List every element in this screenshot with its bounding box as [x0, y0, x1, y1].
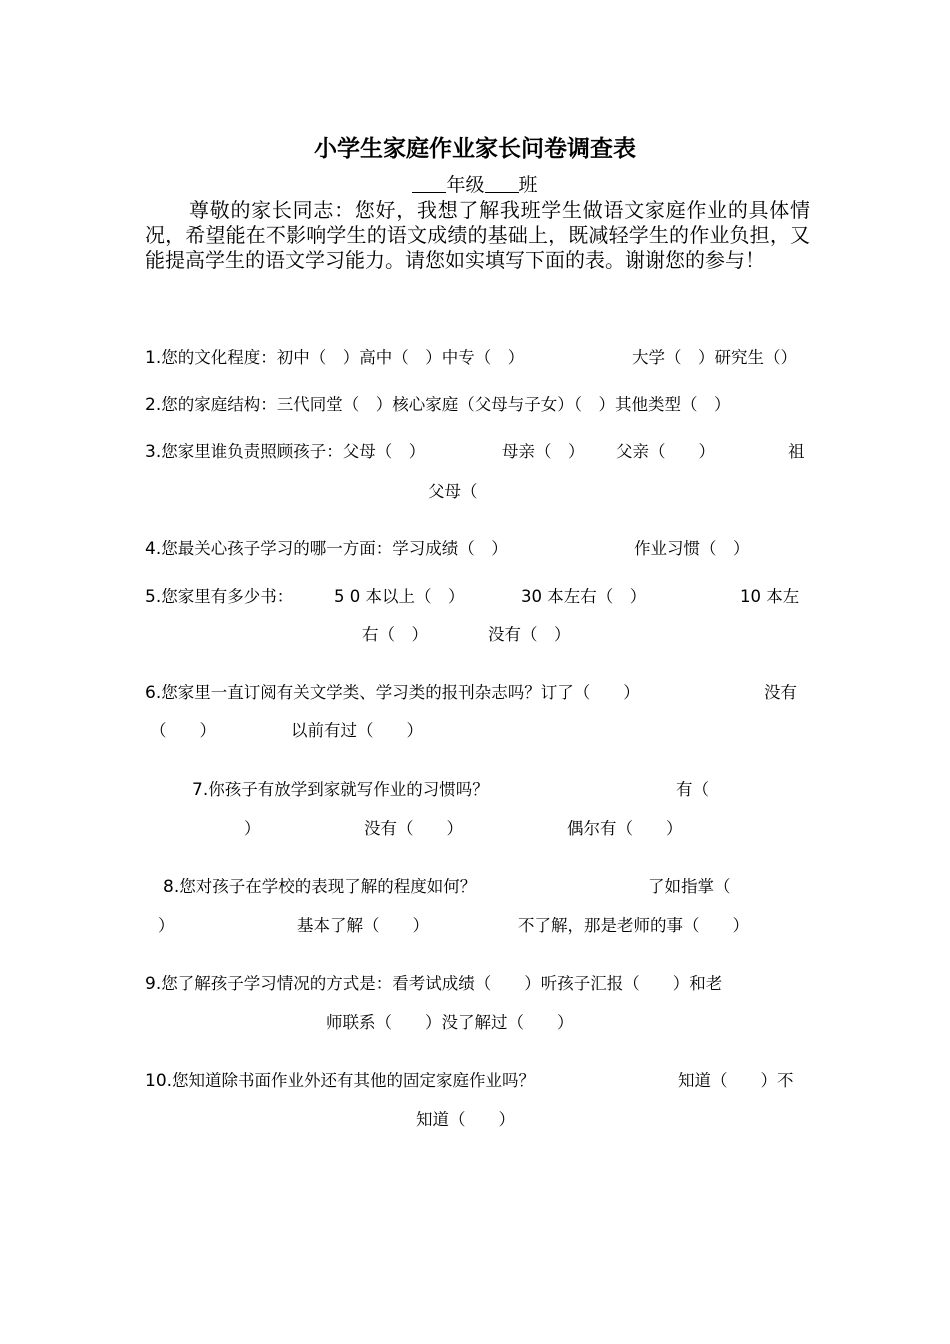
question-7-continuation-3: 偶尔有（ ） [567, 819, 683, 838]
grade-class-line [0, 172, 950, 198]
question-text: 您知道除书面作业外还有其他的固定家庭作业吗？ [172, 1071, 536, 1090]
question-10 [145, 1069, 535, 1093]
intro-paragraph: 尊敬的家长同志：您好，我想了解我班学生做语文家庭作业的具体情况，希望能在不影响学生的语文成绩的基础上，既减轻学生的作业负担，又能提高学生的语文学习能力。请您如实填写下面的表。谢谢您的参与！ [145, 198, 810, 272]
question-text: 您家里有多少书： [161, 587, 294, 606]
question-number: 8. [163, 877, 180, 897]
question-9 [145, 972, 722, 996]
question-5-option-50: 5 0 本以上（ ） [334, 587, 465, 606]
question-5-continuation-2: 没有（ ） [488, 625, 571, 644]
question-1-option: 大学（ ）研究生（） [632, 348, 797, 367]
question-2 [145, 393, 730, 417]
question-number: 6. [145, 683, 162, 703]
question-8-continuation-3: 不了解，那是老师的事（ ） [518, 916, 749, 935]
question-text: 您的家庭结构：三代同堂（ ）核心家庭（父母与子女）（ ）其他类型（ ） [161, 395, 731, 414]
question-number: 5. [145, 587, 162, 607]
question-number: 3. [145, 442, 162, 462]
question-3-option-grand: 祖 [788, 442, 805, 461]
question-text: 您的文化程度：初中（ ）高中（ ）中专（ ） [161, 348, 525, 367]
question-text: 您了解孩子学习情况的方式是：看考试成绩（ ）听孩子汇报（ ）和老 [161, 974, 723, 993]
grade-label: 年级 [446, 174, 485, 196]
question-10-continuation: 知道（ ） [416, 1110, 515, 1129]
question-number: 2. [145, 395, 162, 415]
question-number: 7. [192, 780, 209, 800]
question-6-continuation-1: （ ） [150, 721, 216, 740]
question-8-continuation-2: 基本了解（ ） [297, 916, 429, 935]
question-text: 您家里谁负责照顾孩子：父母（ ） [161, 442, 426, 461]
question-5 [145, 585, 293, 609]
question-number: 10. [145, 1071, 173, 1091]
class-label: 班 [518, 174, 538, 196]
question-6-option: 没有 [764, 683, 797, 702]
question-7-option: 有（ [676, 780, 709, 799]
question-number: 1. [145, 348, 162, 368]
question-5-option-30: 30 本左右（ ） [521, 587, 647, 606]
question-number: 9. [145, 974, 162, 994]
question-10-option: 知道（ ）不 [678, 1071, 794, 1090]
question-3-option-father: 父亲（ ） [616, 442, 715, 461]
question-6-continuation-2: 以前有过（ ） [291, 721, 423, 740]
question-text: 你孩子有放学到家就写作业的习惯吗？ [208, 780, 489, 799]
question-7-continuation-1: ） [244, 819, 261, 838]
question-3 [145, 440, 425, 464]
question-text: 您对孩子在学校的表现了解的程度如何？ [179, 877, 477, 896]
question-8 [163, 875, 476, 899]
question-7 [192, 778, 489, 802]
question-4 [145, 537, 508, 561]
question-number: 4. [145, 539, 162, 559]
question-text: 您家里一直订阅有关文学类、学习类的报刊杂志吗？订了（ ） [161, 683, 640, 702]
question-3-option-mother: 母亲（ ） [502, 442, 585, 461]
question-5-option-10: 10 本左 [740, 587, 800, 606]
class-blank [485, 172, 519, 193]
question-7-continuation-2: 没有（ ） [364, 819, 463, 838]
document-title: 小学生家庭作业家长问卷调查表 [314, 135, 636, 162]
question-text: 您最关心孩子学习的哪一方面：学习成绩（ ） [161, 539, 508, 558]
grade-blank [412, 172, 446, 193]
question-4-option: 作业习惯（ ） [634, 539, 750, 558]
question-3-continuation: 父母（ [428, 482, 478, 501]
question-8-option: 了如指掌（ [648, 877, 731, 896]
question-8-continuation-1: ） [158, 916, 175, 935]
question-6 [145, 681, 640, 705]
question-5-continuation-1: 右（ ） [362, 625, 428, 644]
question-9-continuation: 师联系（ ）没了解过（ ） [326, 1013, 574, 1032]
question-1 [145, 346, 524, 370]
